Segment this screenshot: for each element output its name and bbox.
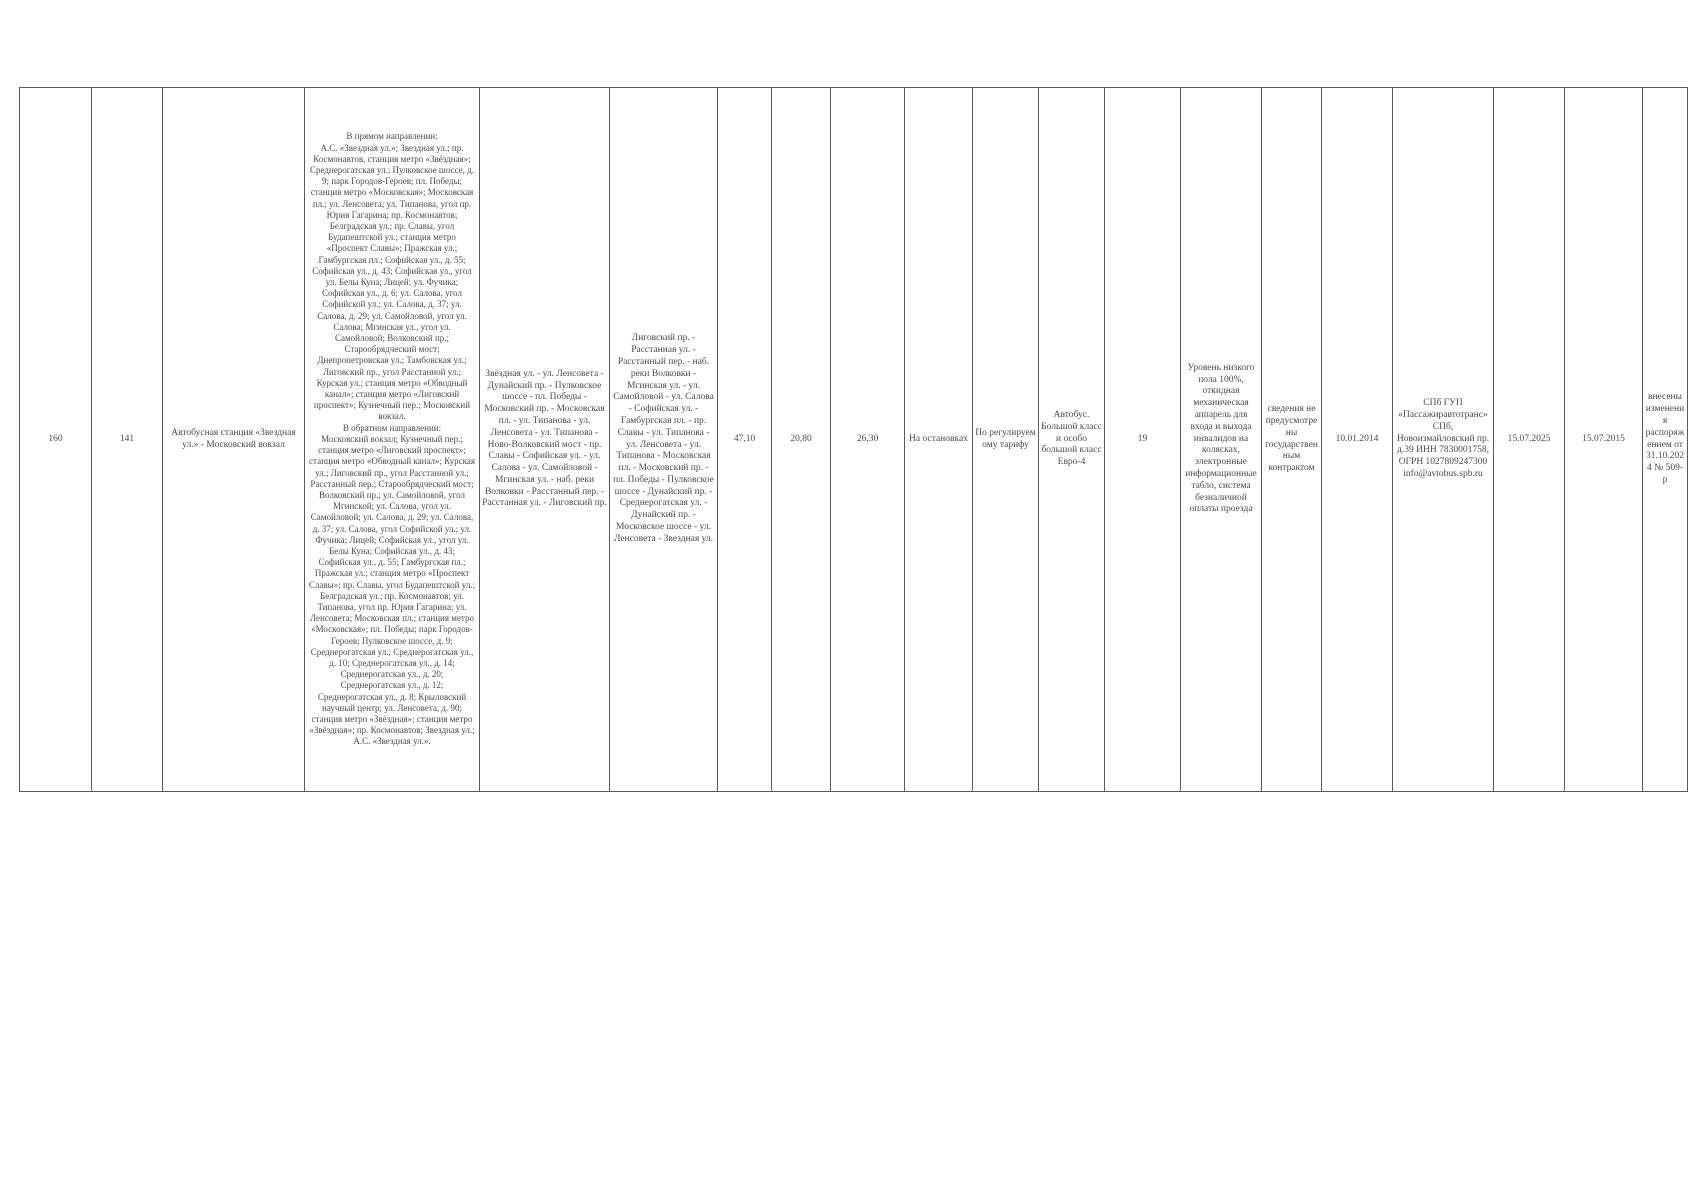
cell-stop-order: На остановках (905, 88, 973, 792)
cell-length-backward: 26,30 (831, 88, 905, 792)
cell-characteristics: Уровень низкого пола 100%, откидная механическая аппарель для входа и выхода инвалидов на колясках, электронные информационные табло, система безналичной оплаты проезда (1181, 88, 1262, 792)
cell-streets-forward: Звёздная ул. - ул. Ленсовета - Дунайский пр. - Пулковское шоссе - пл. Победы - Московский пр. - Московская пл. - ул. Типанова - ул. Ленсовета - ул. Типанова - Ново-Волковский мост - пр. Славы - Софийская ул. - ул. Салова - ул. Самойловой - Мгинская ул. - наб. реки Волковки - Расстанный пер. - Расстанная ул. - Лиговский пр. (480, 88, 610, 792)
table-row (20, 88, 1688, 792)
cell-date-a: 15.07.2025 (1494, 88, 1565, 792)
cell-contract-info: сведения не предусмотрены государственным контрактом (1262, 88, 1322, 792)
cell-carrier: СПб ГУП «Пассажиравтотранс» СПб, Новоизмайловский пр. д.39 ИНН 7830001758, ОГРН 1027809247300 info@avtobus.spb.ru (1393, 88, 1494, 792)
cell-tariff: По регулируем ому тарифу (973, 88, 1039, 792)
cell-length-total: 47,10 (718, 88, 772, 792)
cell-note: внесены изменения распоряжением от 31.10.2024 № 509-р (1643, 88, 1688, 792)
cell-length-forward: 20,80 (772, 88, 831, 792)
cell-streets-backward: Лиговский пр. - Расстанная ул. - Расстанный пер. - наб. реки Волковки - Мгинская ул. - ул. Самойловой - ул. Салова - Софийская ул. - Гамбургская пл. - пр. Славы - ул. Типанова - ул. Ленсовета - ул. Типанова - Московская пл. - Московский пр. - пл. Победы - Пулковское шоссе - Дунайский пр. - Среднерогатская ул. - Дунайский пр. - Московское шоссе - ул. Ленсовета - Звездная ул. (610, 88, 718, 792)
cell-reg-number: 160 (20, 88, 92, 792)
cell-vehicle: Автобус. Большой класс и особо большой класс Евро-4 (1039, 88, 1105, 792)
cell-date-b: 15.07.2015 (1565, 88, 1643, 792)
cell-vehicle-count: 19 (1105, 88, 1181, 792)
cell-start-date: 10.01.2014 (1322, 88, 1393, 792)
cell-stops: В прямом направлении: А.С. «Звездная ул.»; Звездная ул.; пр. Космонавтов, станция метро «Звёздная»; Среднерогатская ул.; Пулковское шоссе, д. 9; парк Городов-Героев; пл. Победы; станция метро «Московская»; Московская пл.; ул. Ленсовета; ул. Типанова, угол пр. Юрия Гагарина; пр. Космонавтов; Белградская ул.; пр. Славы, угол Будапештской ул.; станция метро «Проспект Славы»; Пражская ул.; Гамбургская пл.; Софийская ул., д. 55; Софийская ул., д. 43; Софийская ул., угол ул. Белы Куна; Лицей; ул. Фучика; Софийская ул., д. 6; ул. Салова, угол Софийской ул.; ул. Салова, д. 37; ул. Салова, д. 29; ул. Самойловой, угол ул. Салова; Мгинская ул., угол ул. Самойловой; Волковский пр.; Старообрядческий мост; Днепропетровская ул.; Тамбовская ул.; Лиговский пр., угол Расстанной ул.; Курская ул.; станция метро «Обводный канал»; станция метро «Лиговский проспект»; Кузнечный пер.; Московский вокзал. В обратном направлении: Московский вокзал; Кузнечный пер.; станция метро «Лиговский проспект»; станция метро «Обводный канал»; Курская ул.; Лиговский пр., угол Расстанной ул.; Расстанный пер.; Старообрядческий мост; Волковский пр.; ул. Самойловой, угол Мгинской; ул. Салова, угол ул. Самойловой; ул. Салова, д. 29; ул. Салова, д. 37; ул. Салова, угол Софийской ул.; ул. Фучика; Лицей; Софийская ул., угол ул. Белы Куна; Софийская ул., д. 43; Софийская ул., д. 55; Гамбургская пл.; Пражская ул.; станция метро «Проспект Славы»; пр. Славы, угол Будапештской ул.; Белградская ул.; пр. Космонавтов; ул. Типанова, угол пр. Юрия Гагарина; ул. Ленсовета; Московская пл.; станция метро «Московская»; пл. Победы; парк Городов-Героев; Пулковское шоссе, д. 9; Среднерогатская ул.; Среднерогатская ул., д. 10; Среднерогатская ул., д. 14; Среднерогатская ул., д. 20; Среднерогатская ул., д. 12; Среднерогатская ул., д. 8; Крыловский научный центр; ул. Ленсовета, д. 90; станция метро «Звёздная»; станция метро «Звёздная»; пр. Космонавтов; Звездная ул.; А.С. «Звездная ул.». (305, 88, 480, 792)
cell-route-number: 141 (92, 88, 163, 792)
route-register-table (19, 87, 1688, 792)
cell-route-name: Автобусная станция «Звездная ул.» - Московский вокзал (163, 88, 305, 792)
